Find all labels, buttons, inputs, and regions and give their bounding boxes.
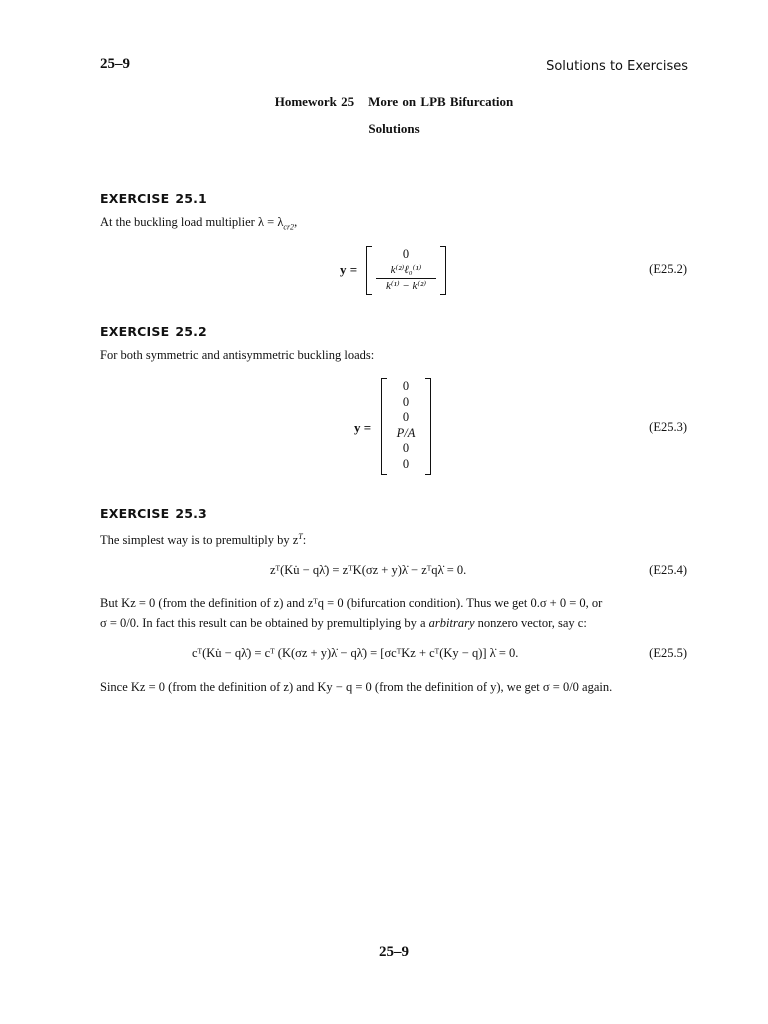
lhs-text: y = bbox=[354, 420, 372, 435]
homework-number: Homework 25 bbox=[274, 94, 355, 109]
matrix-cell: 0 bbox=[402, 410, 410, 424]
homework-title bbox=[0, 94, 768, 110]
paragraph-bifurcation bbox=[100, 593, 690, 633]
matrix-cell: k⁽²⁾ℓ₀⁽¹⁾ bbox=[390, 263, 422, 276]
exercise-label: EXERCISE bbox=[100, 324, 170, 339]
page-number-header: 25–9 bbox=[100, 56, 130, 72]
solutions-subtitle: Solutions bbox=[368, 121, 420, 136]
text-end: , bbox=[294, 215, 298, 229]
equation-number-e25-5: (E25.5) bbox=[649, 646, 687, 660]
matrix-cell: 0 bbox=[402, 456, 410, 471]
left-bracket bbox=[381, 378, 387, 475]
paragraph-line-1: But Kz = 0 (from the definition of z) and zᵀq = 0 (bifurcation condition). Thus we get 0.σ + 0 = 0, or bbox=[100, 596, 603, 610]
equation-lhs-e25-2 bbox=[340, 262, 357, 278]
text-superscript: T bbox=[298, 532, 303, 541]
exercise-heading-25-3 bbox=[100, 506, 207, 521]
matrix-cells bbox=[389, 379, 423, 472]
text-main: The simplest way is to premultiply by z bbox=[100, 533, 299, 548]
page-number-footer: 25–9 bbox=[379, 944, 409, 960]
equation-number-e25-4: (E25.4) bbox=[649, 563, 687, 577]
right-bracket bbox=[440, 246, 446, 295]
exercise-number: 25.2 bbox=[175, 324, 207, 339]
vector-y-e25-3 bbox=[381, 378, 431, 475]
exercise-text-25-3 bbox=[100, 527, 690, 550]
text-subscript: cr2 bbox=[283, 222, 295, 232]
left-bracket bbox=[366, 246, 372, 295]
exercise-text-25-2: For both symmetric and antisymmetric buckling loads: bbox=[100, 348, 375, 362]
paragraph-line-2 bbox=[100, 613, 690, 633]
text-main: At the buckling load multiplier λ = λ bbox=[100, 215, 284, 229]
line2-emphasis: arbitrary bbox=[428, 616, 475, 630]
exercise-heading-25-2 bbox=[100, 324, 207, 339]
vector-y-e25-2 bbox=[366, 246, 446, 295]
text-end: : bbox=[302, 533, 307, 548]
matrix-cell: 0 bbox=[402, 247, 410, 261]
equation-e25-4: zᵀ(Ku̇ − qλ̇) = zᵀK(σz + y)λ̇ − zᵀqλ̇ = 0. bbox=[270, 563, 467, 577]
matrix-cell: 0 bbox=[402, 441, 410, 455]
equation-number-e25-2: (E25.2) bbox=[649, 262, 687, 276]
equation-number-e25-3: (E25.3) bbox=[649, 420, 687, 434]
line2-end: nonzero vector, say c: bbox=[474, 616, 587, 630]
matrix-cell: k⁽¹⁾ − k⁽²⁾ bbox=[376, 278, 436, 295]
exercise-label: EXERCISE bbox=[100, 191, 170, 206]
matrix-cell: 0 bbox=[402, 394, 410, 409]
paragraph-conclusion: Since Kz = 0 (from the definition of z) and Ky − q = 0 (from the definition of y), we get σ = 0/0 again. bbox=[100, 680, 613, 694]
exercise-number: 25.1 bbox=[175, 191, 207, 206]
exercise-label: EXERCISE bbox=[100, 506, 170, 521]
matrix-cell: 0 bbox=[402, 379, 410, 393]
line2-start: σ = 0/0. In fact this result can be obtained by premultiplying by a bbox=[100, 616, 429, 630]
running-title: Solutions to Exercises bbox=[546, 59, 688, 74]
matrix-cells bbox=[374, 247, 438, 295]
equation-e25-5: cᵀ(Ku̇ − qλ̇) = cᵀ (K(σz + y)λ̇ − qλ̇) = [σcᵀKz + cᵀ(Ky − q)] λ̇ = 0. bbox=[192, 646, 519, 660]
exercise-text-25-1 bbox=[100, 212, 690, 238]
right-bracket bbox=[425, 378, 431, 475]
exercise-heading-25-1 bbox=[100, 191, 207, 206]
homework-topic: More on LPB Bifurcation bbox=[368, 94, 514, 109]
exercise-number: 25.3 bbox=[175, 506, 207, 521]
lhs-text: y = bbox=[340, 262, 358, 277]
matrix-cell: P/A bbox=[396, 425, 416, 440]
equation-lhs-e25-3 bbox=[354, 420, 371, 436]
